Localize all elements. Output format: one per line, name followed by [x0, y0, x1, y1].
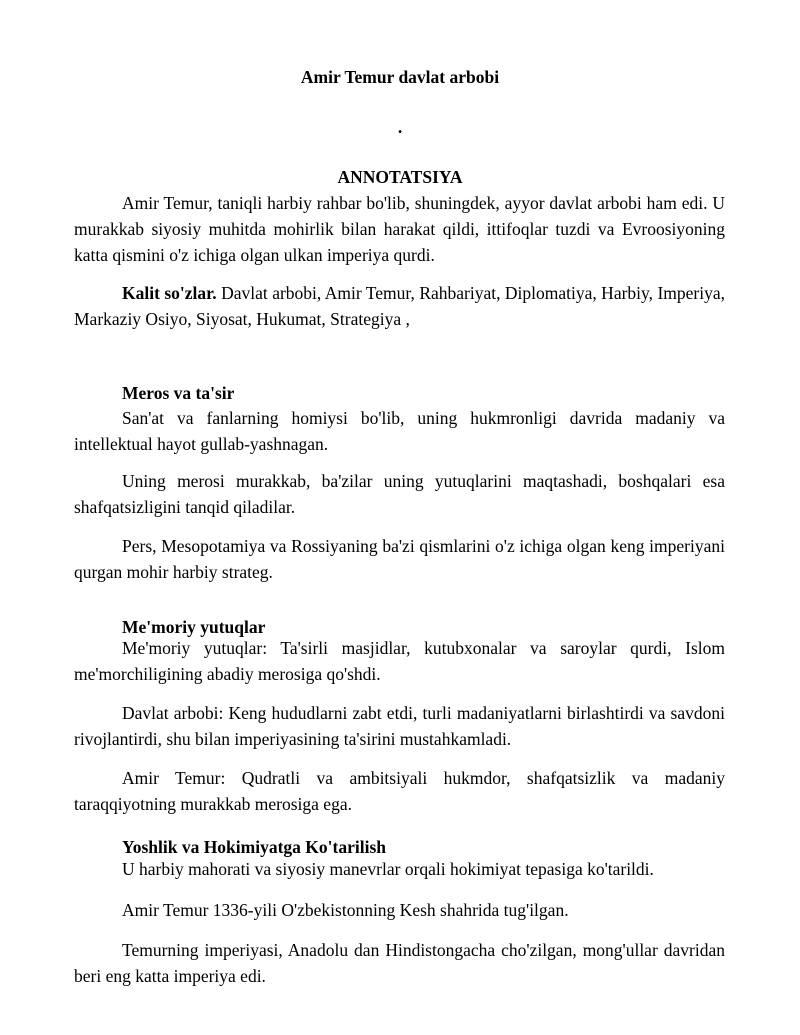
section-paragraph: Temurning imperiyasi, Anadolu dan Hindistongacha cho'zilgan, mong'ullar davridan beri eng katta imperiya edi. — [74, 940, 725, 986]
section-paragraph: Uning merosi murakkab, ba'zilar uning yutuqlarini maqtashadi, boshqalari esa shafqatsizligini tanqid qiladilar. — [74, 471, 725, 517]
section-paragraph: Pers, Mesopotamiya va Rossiyaning ba'zi qismlarini o'z ichiga olgan keng imperiyani qurgan mohir harbiy strateg. — [74, 536, 725, 582]
section-heading-meros: Meros va ta'sir — [122, 383, 235, 403]
section-paragraph: Davlat arbobi: Keng hududlarni zabt etdi, turli madaniyatlarni birlashtirdi va savdoni rivojlantirdi, shu bilan imperiyasining ta'sirini mustahkamladi. — [74, 703, 725, 749]
section-paragraph: Amir Temur 1336-yili O'zbekistonning Kesh shahrida tug'ilgan. — [122, 900, 569, 920]
section-heading-memoriy: Me'moriy yutuqlar — [122, 617, 266, 637]
keywords-label: Kalit so'zlar. — [122, 283, 217, 303]
annotation-heading: ANNOTATSIYA — [337, 167, 463, 187]
annotation-paragraph: Amir Temur, taniqli harbiy rahbar bo'lib, shuningdek, ayyor davlat arbobi ham edi. U murakkab siyosiy muhitda mohirlik bilan harakat qildi, ittifoqlar tuzdi va Evroosiyoning katta qismini o'z ichiga olgan ulkan imperiya qurdi. — [74, 193, 725, 265]
section-heading-yoshlik: Yoshlik va Hokimiyatga Ko'tarilish — [122, 837, 386, 857]
section-paragraph: Amir Temur: Qudratli va ambitsiyali hukmdor, shafqatsizlik va madaniy taraqqiyotning murakkab merosiga ega. — [74, 768, 725, 814]
title-dot: . — [397, 117, 403, 137]
keywords-text: Davlat arbobi, Amir Temur, Rahbariyat, Diplomatiya, Harbiy, Imperiya, Markaziy Osiyo, Siyosat, Hukumat, Strategiya , — [74, 283, 725, 329]
section-paragraph: Me'moriy yutuqlar: Ta'sirli masjidlar, kutubxonalar va saroylar qurdi, Islom me'morchiligining abadiy merosiga qo'shdi. — [74, 638, 725, 684]
document-title: Amir Temur davlat arbobi — [300, 67, 500, 87]
section-paragraph: U harbiy mahorati va siyosiy manevrlar orqali hokimiyat tepasiga ko'tarildi. — [122, 859, 654, 879]
section-paragraph: San'at va fanlarning homiysi bo'lib, uning hukmronligi davrida madaniy va intellektual hayot gullab-yashnagan. — [74, 408, 725, 454]
keywords-paragraph — [74, 280, 725, 332]
